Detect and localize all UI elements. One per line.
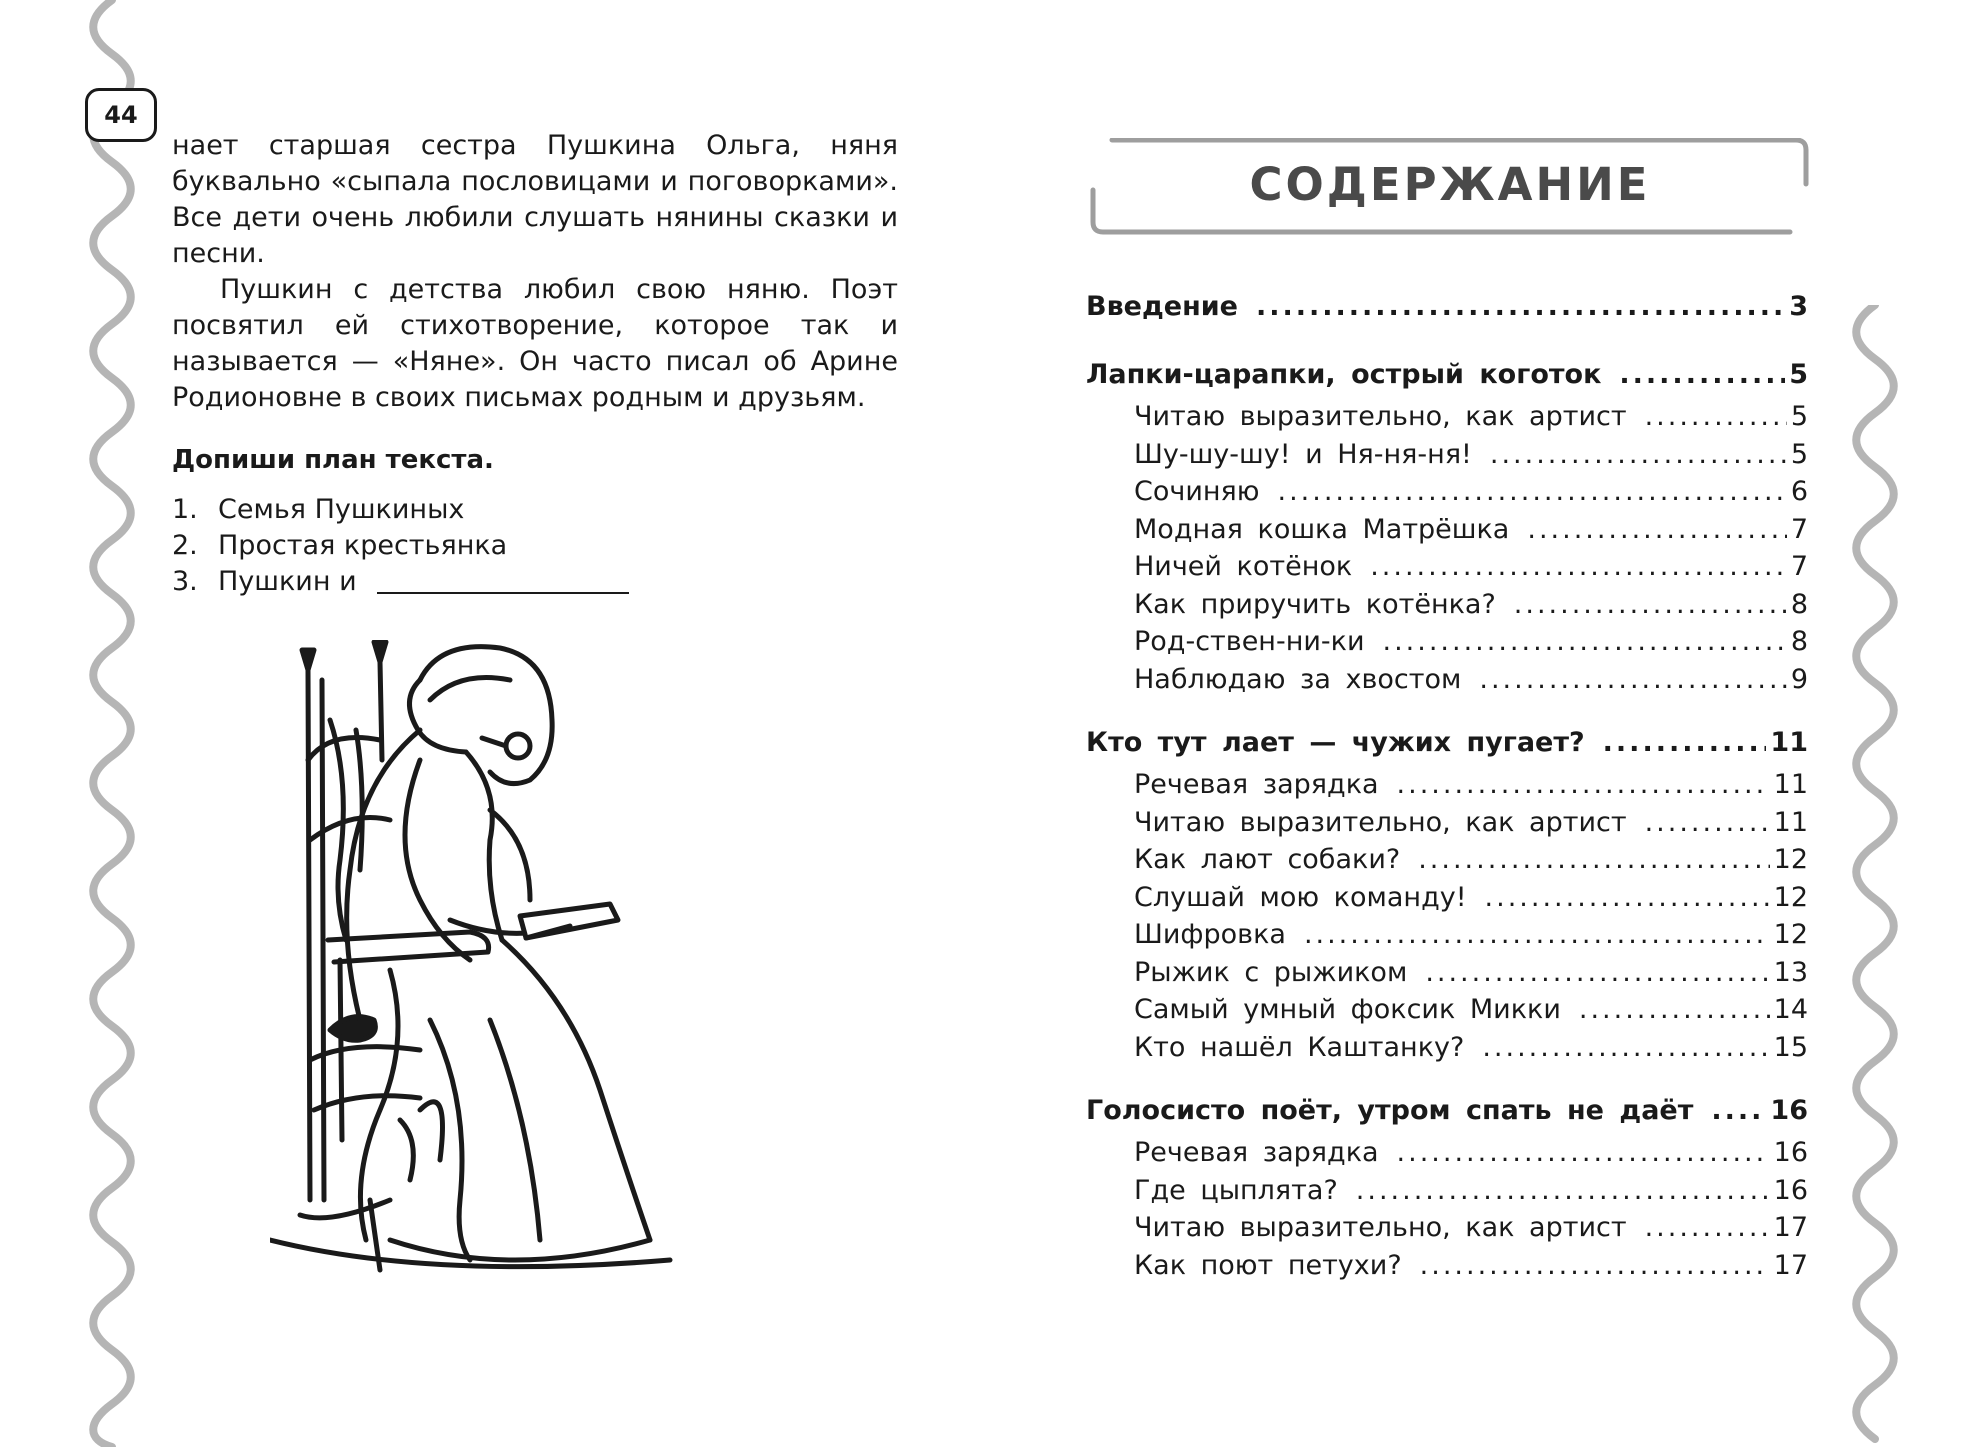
toc-entry[interactable] xyxy=(1086,957,1808,995)
toc-leader-dots xyxy=(1619,359,1785,390)
toc-page-number: 12 xyxy=(1773,844,1808,875)
toc-entry-title: Как поют петухи? xyxy=(1134,1249,1402,1281)
toc-entry[interactable] xyxy=(1086,807,1808,845)
toc-section-heading[interactable] xyxy=(1086,727,1808,769)
toc-title: СОДЕРЖАНИЕ xyxy=(1249,158,1651,211)
toc-page-number: 16 xyxy=(1770,1095,1808,1126)
toc-page-number: 7 xyxy=(1790,513,1808,545)
toc-page-number: 5 xyxy=(1790,438,1808,470)
plan-item-text: Пушкин и xyxy=(218,566,357,597)
toc-page-number: 11 xyxy=(1770,727,1808,758)
right-wavy-border xyxy=(1845,305,1905,1447)
toc-entry[interactable] xyxy=(1086,551,1808,589)
toc-entry[interactable] xyxy=(1086,1250,1808,1288)
toc-page-number: 16 xyxy=(1773,1137,1808,1168)
toc-entry[interactable] xyxy=(1086,589,1808,627)
toc-entry[interactable] xyxy=(1086,844,1808,882)
nanny-reading-illustration xyxy=(270,640,790,1300)
toc-entry-title: Сочиняю xyxy=(1134,476,1260,507)
toc-entry[interactable] xyxy=(1086,626,1808,664)
toc-page-number: 12 xyxy=(1773,919,1808,950)
toc-entry[interactable] xyxy=(1086,994,1808,1032)
toc-entry-title: Где цыплята? xyxy=(1134,1174,1338,1206)
toc-entry[interactable] xyxy=(1086,439,1808,477)
answer-blank-line[interactable] xyxy=(377,564,629,594)
toc-leader-dots xyxy=(1256,291,1785,322)
plan-item-number: 3. xyxy=(172,566,198,597)
toc-header xyxy=(1090,138,1810,236)
toc-leader-dots xyxy=(1356,1175,1770,1206)
toc-leader-dots xyxy=(1383,626,1787,657)
toc-entry[interactable] xyxy=(1086,919,1808,957)
task-title: Допиши план текста. xyxy=(172,445,494,475)
toc-page-number: 17 xyxy=(1773,1212,1808,1243)
toc-entry-title: Наблюдаю за хвостом xyxy=(1134,663,1462,695)
toc-page-number: 8 xyxy=(1790,588,1808,620)
toc-leader-dots xyxy=(1420,1250,1770,1281)
toc-page-number: 12 xyxy=(1773,881,1808,913)
toc-leader-dots xyxy=(1370,551,1787,582)
toc-leader-dots xyxy=(1645,807,1770,838)
toc-leader-dots xyxy=(1397,769,1770,800)
toc-page-number: 5 xyxy=(1789,359,1808,390)
toc-leader-dots xyxy=(1527,514,1786,545)
toc-leader-dots xyxy=(1425,957,1769,988)
toc-entry[interactable] xyxy=(1086,1212,1808,1250)
toc-entry-title: Читаю выразительно, как артист xyxy=(1134,401,1627,432)
toc-page-number: 13 xyxy=(1773,956,1808,988)
toc-section-title: Введение xyxy=(1086,291,1238,322)
toc-entry-title: Ничей котёнок xyxy=(1134,551,1353,582)
toc-entry[interactable] xyxy=(1086,882,1808,920)
toc-section xyxy=(1086,291,1808,333)
paragraph: Пушкин с детства любил свою няню. Поэт посвятил ей стихотворение, которое так и называется — «Няне». Он часто писал об Арине Родионовне в своих письмах родным и друзьям. xyxy=(172,274,898,413)
toc-leader-dots xyxy=(1485,882,1770,913)
toc-entry[interactable] xyxy=(1086,1032,1808,1070)
toc-entry-title: Читаю выразительно, как артист xyxy=(1134,806,1627,838)
toc-entry[interactable] xyxy=(1086,664,1808,702)
toc-page-number: 6 xyxy=(1790,476,1808,507)
plan-item xyxy=(172,528,629,564)
toc-entry-title: Слушай мою команду! xyxy=(1134,881,1467,913)
toc-section xyxy=(1086,727,1808,1069)
plan-item xyxy=(172,492,629,528)
toc-leader-dots xyxy=(1579,994,1770,1025)
toc-entry-title: Шифровка xyxy=(1134,919,1286,950)
toc-section xyxy=(1086,359,1808,701)
toc-entry[interactable] xyxy=(1086,769,1808,807)
toc-entry-title: Шу-шу-шу! и Ня-ня-ня! xyxy=(1134,438,1472,470)
plan-item-text: Простая крестьянка xyxy=(218,530,508,561)
toc-section-heading[interactable] xyxy=(1086,1095,1808,1137)
toc-entry[interactable] xyxy=(1086,1137,1808,1175)
toc-entry[interactable] xyxy=(1086,401,1808,439)
toc-leader-dots xyxy=(1645,1212,1770,1243)
toc-leader-dots xyxy=(1482,1032,1769,1063)
toc-entry-title: Речевая зарядка xyxy=(1134,1137,1379,1168)
toc-section-heading[interactable] xyxy=(1086,359,1808,401)
toc-page-number: 3 xyxy=(1789,291,1808,322)
toc-page-number: 15 xyxy=(1773,1031,1808,1063)
toc-leader-dots xyxy=(1514,589,1787,620)
toc-leader-dots xyxy=(1278,476,1787,507)
toc-entry-title: Читаю выразительно, как артист xyxy=(1134,1212,1627,1243)
toc-entry-title: Кто нашёл Каштанку? xyxy=(1134,1031,1465,1063)
toc-entry-title: Как приручить котёнка? xyxy=(1134,588,1496,620)
toc-leader-dots xyxy=(1304,919,1770,950)
toc-leader-dots xyxy=(1603,727,1767,758)
toc-section-title: Лапки-царапки, острый коготок xyxy=(1086,359,1602,390)
toc-entry-title: Род-ствен-ни-ки xyxy=(1134,626,1365,657)
toc-page-number: 11 xyxy=(1773,769,1808,800)
plan-list xyxy=(172,492,629,600)
toc-section xyxy=(1086,1095,1808,1287)
toc-entry[interactable] xyxy=(1086,1175,1808,1213)
left-wavy-border xyxy=(82,0,142,1447)
toc-leader-dots xyxy=(1418,844,1769,875)
plan-item-number: 2. xyxy=(172,530,198,561)
toc-page-number: 14 xyxy=(1773,994,1808,1025)
toc-entry-title: Речевая зарядка xyxy=(1134,769,1379,800)
toc-section-title: Голосисто поёт, утром спать не даёт xyxy=(1086,1095,1694,1126)
toc-leader-dots xyxy=(1397,1137,1770,1168)
page-number: 44 xyxy=(85,88,157,142)
toc-leader-dots xyxy=(1479,664,1786,695)
toc-leader-dots xyxy=(1490,439,1787,470)
toc-entry-title: Модная кошка Матрёшка xyxy=(1134,513,1510,545)
toc-entry-title: Как лают собаки? xyxy=(1134,844,1401,875)
plan-item-text: Семья Пушкиных xyxy=(218,494,465,525)
toc-entry[interactable] xyxy=(1086,514,1808,552)
body-text xyxy=(172,128,898,416)
toc-leader-dots xyxy=(1645,401,1787,432)
toc-page-number: 16 xyxy=(1773,1174,1808,1206)
plan-item xyxy=(172,564,629,600)
toc-entry-title: Рыжик с рыжиком xyxy=(1134,956,1408,988)
toc-page-number: 7 xyxy=(1790,551,1808,582)
table-of-contents xyxy=(1086,291,1808,1313)
toc-leader-dots xyxy=(1711,1095,1766,1126)
plan-item-number: 1. xyxy=(172,494,198,525)
toc-page-number: 5 xyxy=(1790,401,1808,432)
toc-page-number: 9 xyxy=(1790,663,1808,695)
toc-entry[interactable] xyxy=(1086,476,1808,514)
toc-section-title: Кто тут лает — чужих пугает? xyxy=(1086,727,1585,758)
toc-section-heading[interactable] xyxy=(1086,291,1808,333)
toc-page-number: 17 xyxy=(1773,1249,1808,1281)
toc-page-number: 8 xyxy=(1790,626,1808,657)
toc-page-number: 11 xyxy=(1773,806,1808,838)
paragraph: нает старшая сестра Пушкина Ольга, няня буквально «сыпала пословицами и поговорками». Все дети очень любили слушать нянины сказки и песни. xyxy=(172,130,898,269)
toc-entry-title: Самый умный фоксик Микки xyxy=(1134,994,1561,1025)
